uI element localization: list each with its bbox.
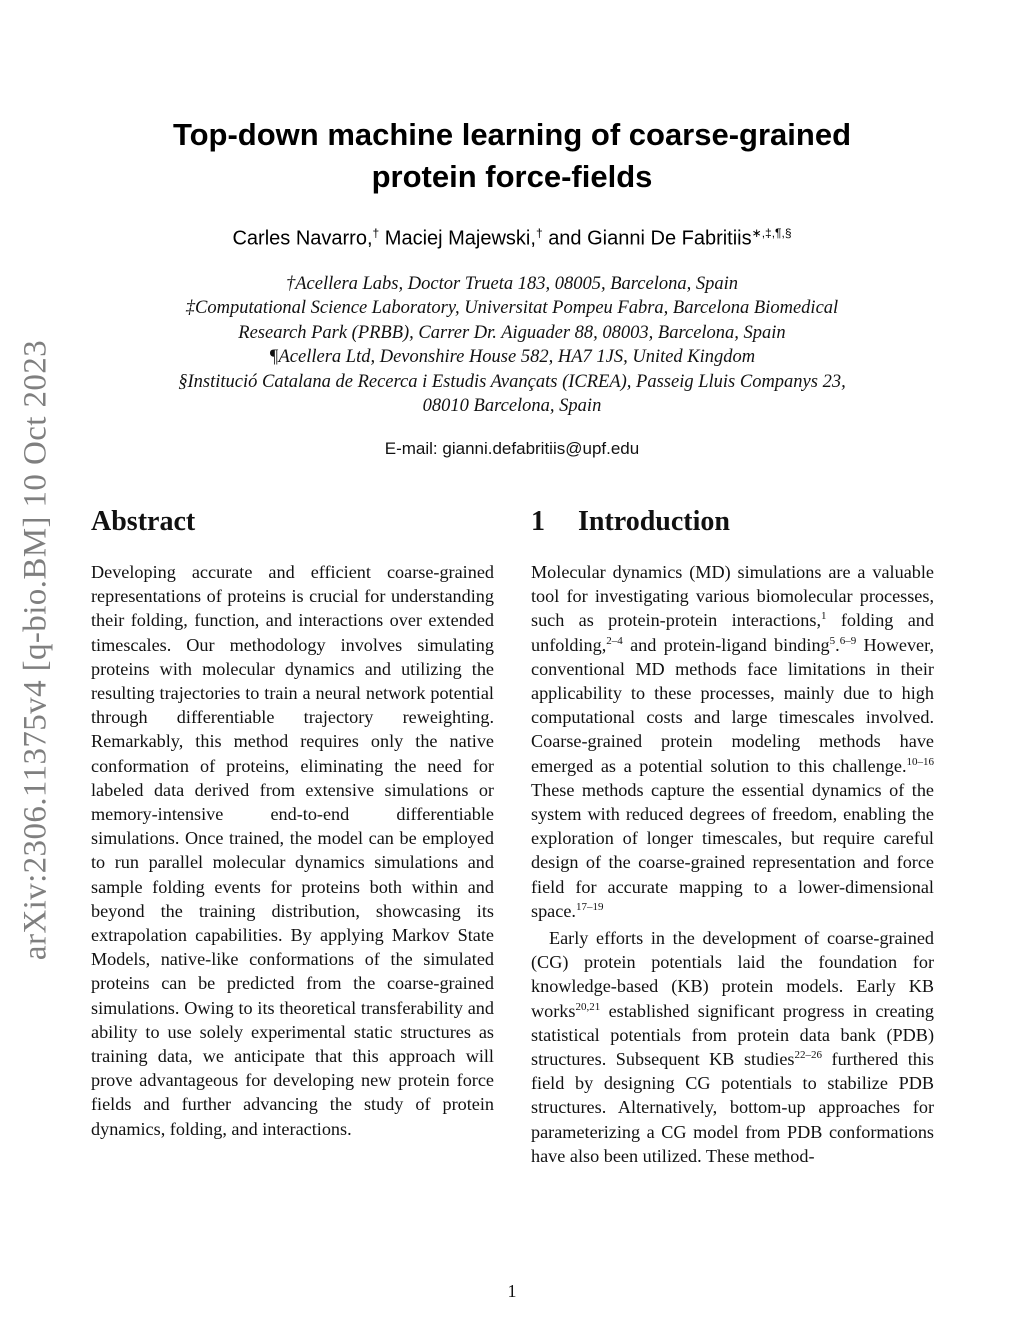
introduction-section [531, 505, 934, 1168]
citation: 10–16 [906, 755, 934, 768]
citation: 20,21 [575, 1000, 601, 1013]
citation: 22–26 [794, 1049, 822, 1061]
paragraph-text: furthered this field by designing CG potentials to stabilize PDB structures. Alternatively, bottom-up approaches for parameterizing a CG model from PDB conformations have also been utilized. These method- [531, 1049, 934, 1166]
paragraph-text: folding and unfolding, [531, 610, 934, 655]
contact-email: E-mail: gianni.defabritiis@upf.edu [384, 439, 640, 458]
citation: 17–19 [575, 900, 604, 913]
paragraph-text: Early efforts in the development of coarse-grained (CG) protein potentials laid the foundation for knowledge-based (KB) protein models. Early KB works [531, 928, 934, 1021]
introduction-paragraph-1 [531, 560, 934, 923]
paragraph-text: . [835, 634, 840, 655]
arxiv-identifier: arXiv:2306.11375v4 [q-bio.BM] 10 Oct 2023 [17, 339, 54, 961]
introduction-paragraph-2 [531, 926, 934, 1168]
author-list [100, 226, 924, 251]
title-line-2: protein force-fields [371, 159, 653, 194]
affiliation-line: ‡Computational Science Laboratory, Universitat Pompeu Fabra, Barcelona Biomedical [185, 298, 839, 319]
citation: 5 [829, 634, 836, 647]
page-number: 1 [507, 1281, 517, 1301]
affiliation-line: 08010 Barcelona, Spain [422, 396, 602, 417]
affiliation-line: †Acellera Labs, Doctor Trueta 183, 08005, Barcelona, Spain [285, 274, 739, 294]
paragraph-text: established significant progress in creating statistical potentials from protein data bank (PDB) structures. Subsequent KB studies [531, 1000, 934, 1070]
author-name: Gianni De Fabritiis [587, 227, 752, 250]
paragraph-text: These methods capture the essential dynamics of the system with reduced degrees of freedom, enabling the exploration of longer timescales, but require careful design of the coarse-grained representation and force field for accurate mapping to a lower-dimensional space. [531, 779, 934, 921]
abstract-section [91, 505, 494, 1141]
author-marks: ∗,‡,¶,§ [751, 226, 792, 240]
citation: 2–4 [606, 634, 623, 647]
affiliations [100, 272, 924, 418]
paper-title [100, 114, 924, 198]
author-marks: † [535, 226, 543, 240]
abstract-heading: Abstract [91, 506, 196, 537]
section-number: 1 [531, 506, 545, 537]
paragraph-text: and protein-ligand binding [622, 634, 830, 655]
affiliation-line: Research Park (PRBB), Carrer Dr. Aiguader 88, 08003, Barcelona, Spain [238, 322, 786, 343]
arxiv-sidebar [10, 330, 62, 970]
author-name: Carles Navarro, [232, 227, 373, 250]
paragraph-text: However, conventional MD methods face limitations in their applicability to these processes, mainly due to high computational costs and large timescales involved. Coarse-grained protein modeling methods have emerged as a potential solution to this challenge. [531, 634, 934, 776]
paragraph-text: Molecular dynamics (MD) simulations are a valuable tool for investigating various biomolecular processes, such as protein-protein interactions, [531, 562, 934, 631]
citation: 6–9 [839, 634, 857, 647]
section-title: Introduction [578, 506, 730, 537]
title-line-1: Top-down machine learning of coarse-grained [172, 117, 852, 152]
affiliation-line: ¶Acellera Ltd, Devonshire House 582, HA7 1JS, United Kingdom [268, 347, 756, 368]
affiliation-line: §Institució Catalana de Recerca i Estudis Avançats (ICREA), Passeig Lluis Companys 23, [178, 371, 846, 392]
author-name: Maciej Majewski, [384, 227, 536, 250]
author-marks: † [372, 226, 380, 240]
author-conjunction: and [548, 227, 582, 250]
introduction-heading [531, 505, 934, 539]
abstract-text: Developing accurate and efficient coarse-grained representations of proteins is crucial for understanding their folding, function, and interactions over extended timescales. Our methodology involves simulating proteins with molecular dynamics and utilizing the resulting trajectories to train a neural network potential through differentiable trajectory reweighting. Remarkably, this method requires only the native conformation of proteins, eliminating the need for labeled data derived from extensive simulations or memory-intensive end-to-end differentiable simulations. Once trained, the model can be employed to run parallel molecular dynamics simulations and sample folding events for proteins both within and beyond the training distribution, showcasing its extrapolation capabilities. By applying Markov State Models, native-like conformations of the simulated proteins can be predicted from the coarse-grained simulations. Owing to its theoretical transferability and ability to use solely experimental static structures as training data, we anticipate that this approach will prove advantageous for developing new protein force fields and further advancing the study of protein dynamics, folding, and interactions. [91, 562, 494, 1139]
citation: 1 [821, 610, 827, 623]
